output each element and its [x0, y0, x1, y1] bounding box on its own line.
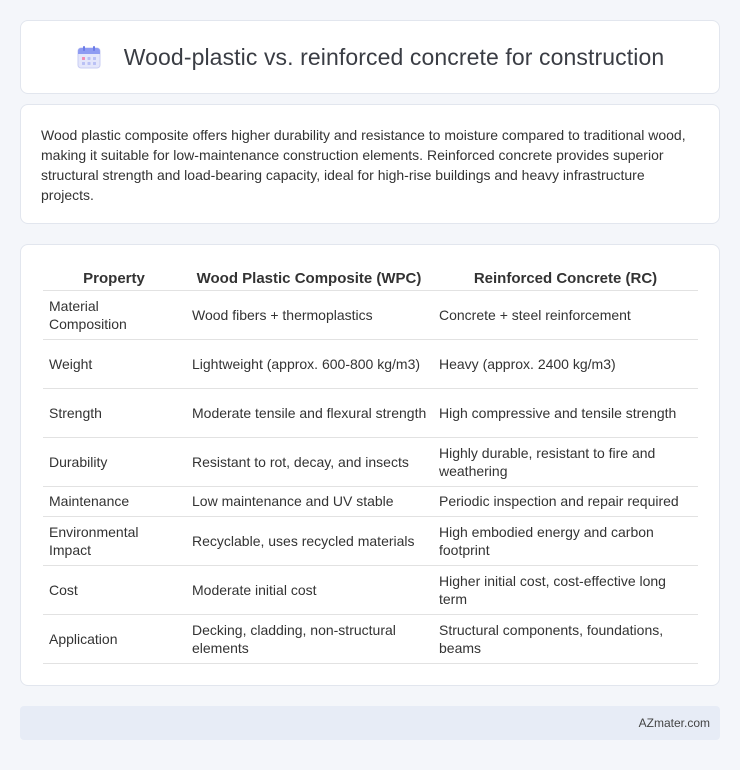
header-rc: Reinforced Concrete (RC): [433, 265, 698, 290]
table-row: [43, 290, 698, 339]
row-property: Durability: [43, 437, 185, 486]
row-property: Cost: [43, 565, 185, 614]
comparison-table-card: [20, 244, 720, 686]
row-property: Maintenance: [43, 486, 185, 516]
table-header-row: [43, 265, 698, 290]
row-rc-value: High embodied energy and carbon footprint: [433, 516, 698, 565]
summary-card: [20, 104, 720, 224]
header-wpc: Wood Plastic Composite (WPC): [185, 265, 433, 290]
header-property: Property: [43, 265, 185, 290]
title-card: [20, 20, 720, 94]
row-property: Material Composition: [43, 290, 185, 339]
table-row: [43, 516, 698, 565]
table-row: [43, 437, 698, 486]
row-wpc-value: Recyclable, uses recycled materials: [185, 516, 433, 565]
row-property: Application: [43, 614, 185, 663]
title-row: [76, 44, 665, 71]
page-title: Wood-plastic vs. reinforced concrete for construction: [123, 43, 665, 70]
table-row: [43, 614, 698, 663]
row-rc-value: Periodic inspection and repair required: [433, 486, 698, 516]
row-rc-value: Higher initial cost, cost-effective long term: [433, 565, 698, 614]
row-wpc-value: Low maintenance and UV stable: [185, 486, 433, 516]
row-wpc-value: Moderate initial cost: [185, 565, 433, 614]
row-property: Strength: [43, 388, 185, 437]
row-wpc-value: Moderate tensile and flexural strength: [185, 388, 433, 437]
calendar-icon: [76, 44, 102, 70]
row-rc-value: Structural components, foundations, beams: [433, 614, 698, 663]
comparison-table: [43, 265, 698, 664]
row-rc-value: Heavy (approx. 2400 kg/m3): [433, 339, 698, 388]
row-property: Environmental Impact: [43, 516, 185, 565]
row-rc-value: Concrete + steel reinforcement: [433, 290, 698, 339]
footer-brand: AZmater.com: [638, 716, 710, 730]
table-row: [43, 388, 698, 437]
row-property: Weight: [43, 339, 185, 388]
row-rc-value: High compressive and tensile strength: [433, 388, 698, 437]
row-wpc-value: Lightweight (approx. 600-800 kg/m3): [185, 339, 433, 388]
summary-text: Wood plastic composite offers higher durability and resistance to moisture compared to traditional wood, making it suitable for low-maintenance construction elements. Reinforced concrete provides superior structural strength and load-bearing capacity, ideal for high-rise buildings and heavy infrastructure projects.: [41, 127, 686, 203]
row-wpc-value: Wood fibers + thermoplastics: [185, 290, 433, 339]
row-rc-value: Highly durable, resistant to fire and weathering: [433, 437, 698, 486]
table-row: [43, 486, 698, 516]
table-row: [43, 565, 698, 614]
table-row: [43, 339, 698, 388]
row-wpc-value: Decking, cladding, non-structural elements: [185, 614, 433, 663]
footer-bar: [20, 706, 720, 740]
row-wpc-value: Resistant to rot, decay, and insects: [185, 437, 433, 486]
